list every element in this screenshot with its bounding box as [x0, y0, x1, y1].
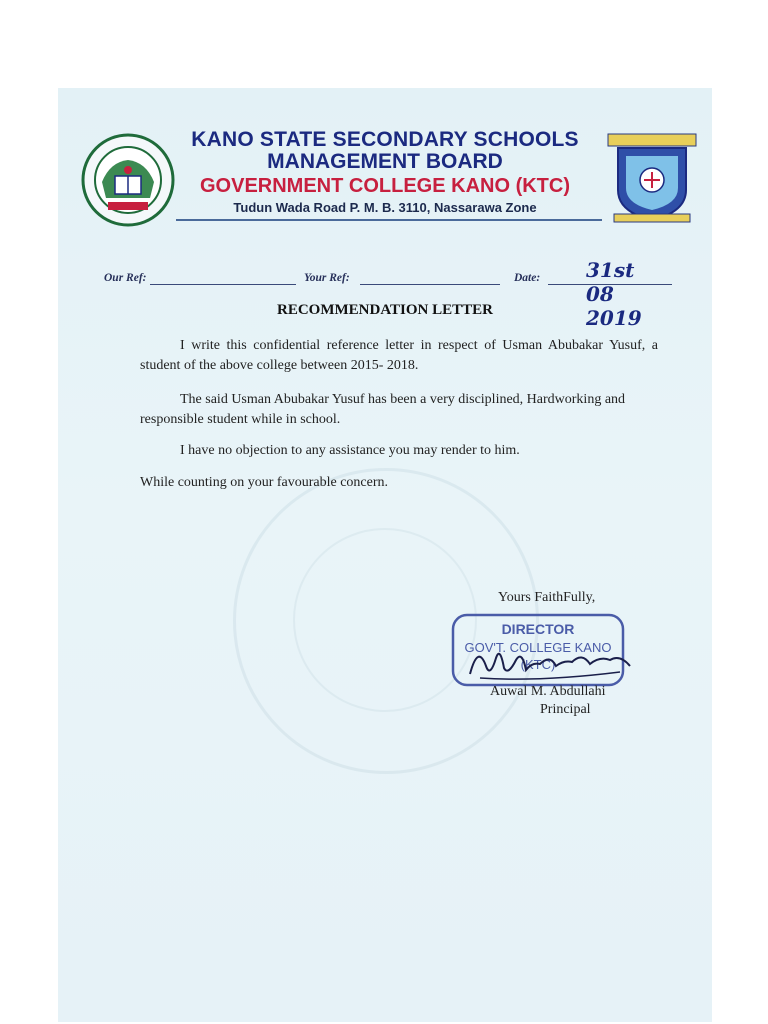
college-name: GOVERNMENT COLLEGE KANO (KTC)	[200, 175, 570, 197]
stamp-line-1: DIRECTOR	[501, 621, 575, 637]
principal-signature	[460, 636, 640, 686]
signer-role: Principal	[540, 702, 591, 717]
your-ref-label: Your Ref:	[304, 272, 350, 284]
paragraph-2: The said Usman Abubakar Yusuf has been a very disciplined, Hardworking and responsible student while in school.	[140, 392, 626, 427]
our-ref-label: Our Ref:	[104, 272, 147, 284]
paragraph-4: While counting on your favourable concern.	[140, 475, 389, 490]
stamp-line-2: GOV'T. COLLEGE KANO	[464, 640, 612, 655]
your-ref-line	[360, 284, 500, 285]
our-ref-line	[150, 284, 296, 285]
paragraph-3: I have no objection to any assistance you may render to him.	[180, 443, 520, 458]
letter-sheet	[58, 88, 712, 1022]
college-crest-icon	[606, 130, 698, 224]
signer-name: Auwal M. Abdullahi	[490, 684, 606, 699]
header-divider	[176, 219, 602, 221]
stamp-line-3: (KTC)	[520, 657, 556, 672]
handwritten-date: 31st 08 2019	[586, 258, 642, 330]
board-name-line2: MANAGEMENT BOARD	[267, 150, 503, 173]
date-label: Date:	[514, 272, 541, 284]
closing-salutation: Yours FaithFully,	[498, 590, 596, 605]
paragraph-1: I write this confidential reference letter in respect of Usman Abubakar Yusuf, a student of the above college between 2015- 2018.	[140, 338, 658, 373]
board-name-line1: KANO STATE SECONDARY SCHOOLS	[191, 128, 579, 151]
letter-title: RECOMMENDATION LETTER	[277, 302, 493, 318]
college-address: Tudun Wada Road P. M. B. 3110, Nassarawa Zone	[233, 200, 537, 215]
